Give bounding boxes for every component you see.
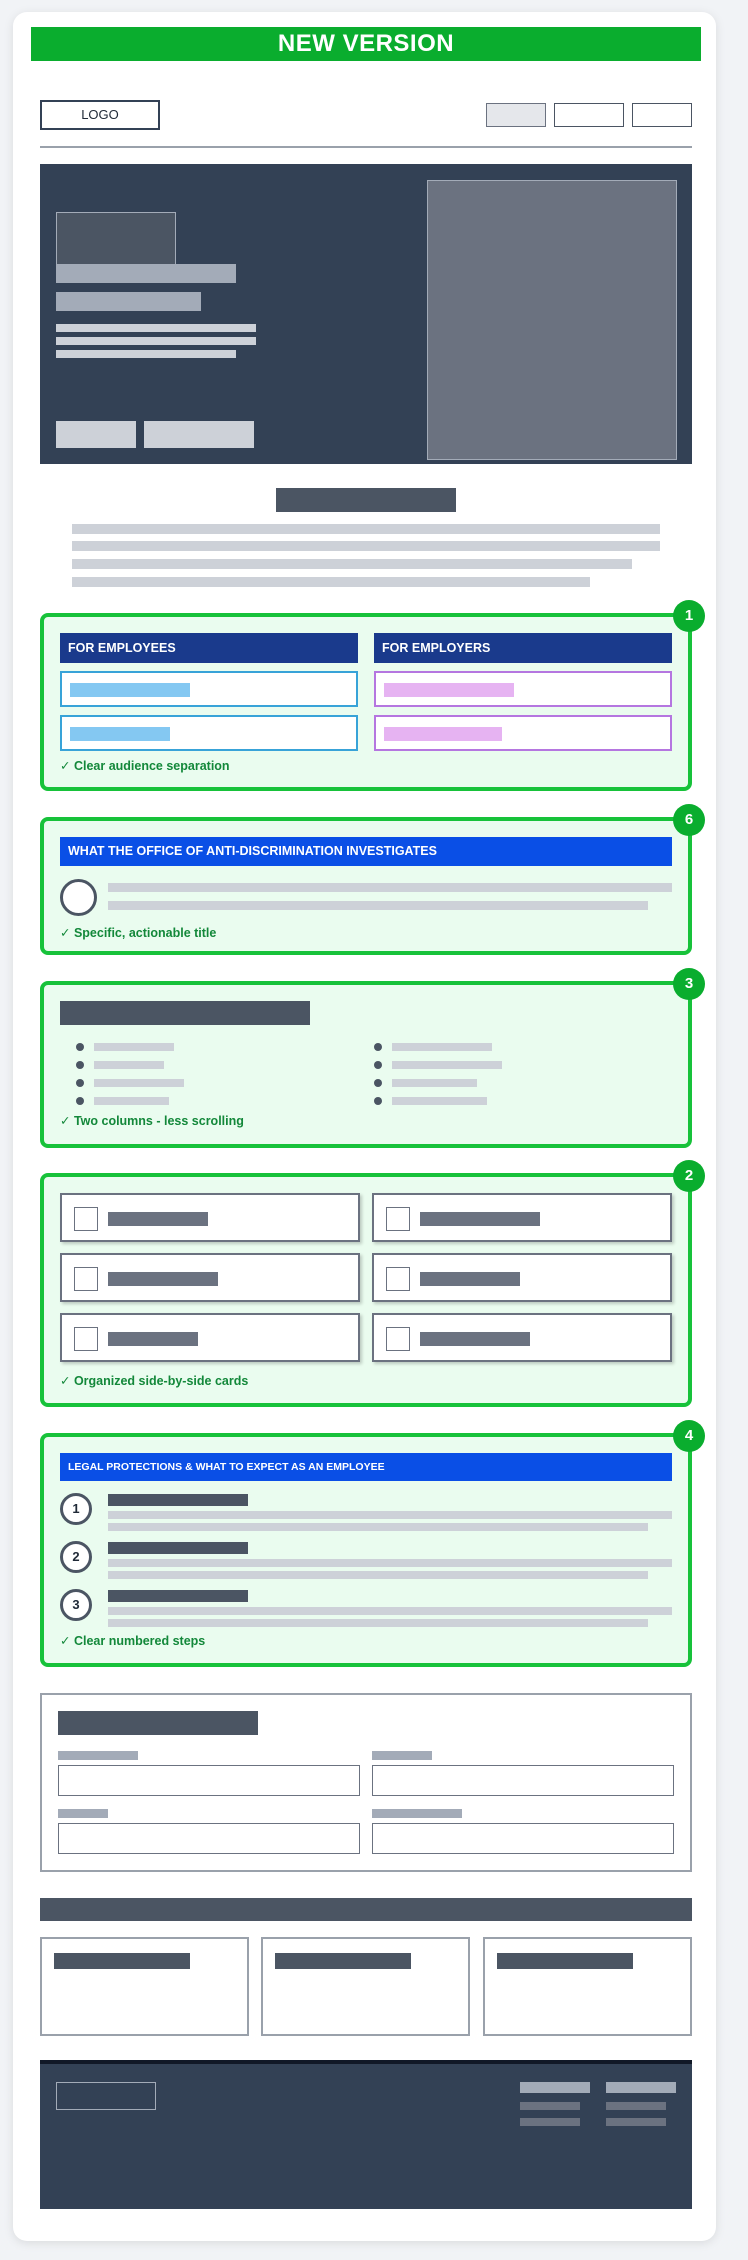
- two-column-section: [40, 981, 692, 1148]
- intro-text-line: [72, 559, 632, 569]
- form-input[interactable]: [58, 1823, 360, 1854]
- investigates-section: [40, 817, 692, 955]
- form-input[interactable]: [372, 1765, 674, 1796]
- field-label: [58, 1809, 108, 1818]
- step-text-line: [108, 1607, 672, 1615]
- checkbox-card[interactable]: [60, 1253, 360, 1302]
- two-column-note: ✓ Two columns - less scrolling: [60, 1114, 244, 1128]
- footer-link-heading: [520, 2082, 590, 2093]
- hero-cta-button-2[interactable]: [144, 421, 254, 448]
- logo[interactable]: LOGO: [40, 100, 160, 130]
- cards-note: ✓ Organized side-by-side cards: [60, 1374, 249, 1388]
- card-label: [420, 1212, 540, 1226]
- list-item: [94, 1043, 174, 1051]
- list-item: [94, 1061, 164, 1069]
- resource-card[interactable]: [483, 1937, 692, 2036]
- checkbox[interactable]: [74, 1207, 98, 1231]
- investigates-title: WHAT THE OFFICE OF ANTI-DISCRIMINATION INVESTIGATES: [60, 837, 672, 866]
- employers-link-label: [384, 727, 502, 741]
- checkbox-card[interactable]: [60, 1313, 360, 1362]
- step-text-line: [108, 1511, 672, 1519]
- step-text-line: [108, 1619, 648, 1627]
- info-circle-icon: [60, 879, 97, 916]
- hero-text-line: [56, 337, 256, 345]
- badge-6: 6: [673, 804, 705, 836]
- hero-media-placeholder: [427, 180, 677, 460]
- intro-text-line: [72, 541, 660, 551]
- hero-heading: [56, 264, 236, 283]
- step-number: 3: [60, 1589, 92, 1621]
- intro-text-line: [72, 577, 590, 587]
- footer: [40, 2060, 692, 2209]
- employees-link-2[interactable]: [60, 715, 358, 751]
- checkbox[interactable]: [386, 1267, 410, 1291]
- steps-note: ✓ Clear numbered steps: [60, 1634, 206, 1648]
- hero-section: [40, 164, 692, 464]
- resource-card-title: [497, 1953, 633, 1969]
- employers-link-1[interactable]: [374, 671, 672, 707]
- bullet: [76, 1097, 84, 1105]
- step-text-line: [108, 1571, 648, 1579]
- bullet: [76, 1079, 84, 1087]
- resource-card-title: [54, 1953, 190, 1969]
- list-item: [392, 1079, 477, 1087]
- employees-link-label: [70, 727, 170, 741]
- checkbox[interactable]: [74, 1327, 98, 1351]
- investigates-text-line: [108, 883, 672, 892]
- hero-text-line: [56, 324, 256, 332]
- employees-header[interactable]: FOR EMPLOYEES: [60, 633, 358, 663]
- employers-link-label: [384, 683, 514, 697]
- card-label: [108, 1212, 208, 1226]
- form-input[interactable]: [58, 1765, 360, 1796]
- form-input[interactable]: [372, 1823, 674, 1854]
- hero-text-line: [56, 350, 236, 358]
- resources-header-bar: [40, 1898, 692, 1921]
- step-title: [108, 1590, 248, 1602]
- list-item: [392, 1097, 487, 1105]
- list-item: [94, 1097, 169, 1105]
- version-banner: NEW VERSION: [31, 27, 701, 61]
- investigates-text-line: [108, 901, 648, 910]
- badge-1: 1: [673, 600, 705, 632]
- employers-link-2[interactable]: [374, 715, 672, 751]
- list-item: [392, 1043, 492, 1051]
- field-label: [372, 1751, 432, 1760]
- bullet: [76, 1043, 84, 1051]
- footer-link[interactable]: [606, 2102, 666, 2110]
- step-text-line: [108, 1523, 648, 1531]
- bullet: [374, 1061, 382, 1069]
- badge-2: 2: [673, 1160, 705, 1192]
- audience-section: [40, 613, 692, 791]
- employees-link-1[interactable]: [60, 671, 358, 707]
- steps-title: LEGAL PROTECTIONS & WHAT TO EXPECT AS AN EMPLOYEE: [60, 1453, 672, 1481]
- investigates-note: ✓ Specific, actionable title: [60, 926, 217, 940]
- footer-link[interactable]: [606, 2118, 666, 2126]
- hero-cta-button-1[interactable]: [56, 421, 136, 448]
- footer-link[interactable]: [520, 2102, 580, 2110]
- nav-button-2[interactable]: [554, 103, 624, 127]
- form-title: [58, 1711, 258, 1735]
- card-label: [108, 1332, 198, 1346]
- checkbox-card[interactable]: [372, 1253, 672, 1302]
- step-title: [108, 1494, 248, 1506]
- intro-title: [276, 488, 456, 512]
- header-divider: [40, 146, 692, 148]
- cards-section: [40, 1173, 692, 1407]
- audience-note: ✓ Clear audience separation: [60, 759, 230, 773]
- bullet: [76, 1061, 84, 1069]
- checkbox-card[interactable]: [372, 1313, 672, 1362]
- employers-header[interactable]: FOR EMPLOYERS: [374, 633, 672, 663]
- list-item: [392, 1061, 502, 1069]
- step-text-line: [108, 1559, 672, 1567]
- badge-4: 4: [673, 1420, 705, 1452]
- step-number: 2: [60, 1541, 92, 1573]
- checkbox[interactable]: [386, 1327, 410, 1351]
- hero-image-placeholder: [56, 212, 176, 266]
- checkbox[interactable]: [386, 1207, 410, 1231]
- checkbox[interactable]: [74, 1267, 98, 1291]
- bullet: [374, 1097, 382, 1105]
- list-item: [94, 1079, 184, 1087]
- bullet: [374, 1043, 382, 1051]
- card-label: [420, 1272, 520, 1286]
- checkbox-card[interactable]: [60, 1193, 360, 1242]
- badge-3: 3: [673, 968, 705, 1000]
- hero-subheading: [56, 292, 201, 311]
- employees-link-label: [70, 683, 190, 697]
- step-number: 1: [60, 1493, 92, 1525]
- step-title: [108, 1542, 248, 1554]
- resource-card[interactable]: [261, 1937, 470, 2036]
- nav-button-1[interactable]: [486, 103, 546, 127]
- steps-section: [40, 1433, 692, 1667]
- two-column-title: [60, 1001, 310, 1025]
- footer-link-heading: [606, 2082, 676, 2093]
- checkbox-card[interactable]: [372, 1193, 672, 1242]
- footer-logo[interactable]: [56, 2082, 156, 2110]
- field-label: [372, 1809, 462, 1818]
- card-label: [420, 1332, 530, 1346]
- card-label: [108, 1272, 218, 1286]
- bullet: [374, 1079, 382, 1087]
- intro-text-line: [72, 524, 660, 534]
- resource-card-title: [275, 1953, 411, 1969]
- contact-form: [40, 1693, 692, 1872]
- nav-button-3[interactable]: [632, 103, 692, 127]
- footer-link[interactable]: [520, 2118, 580, 2126]
- resource-card[interactable]: [40, 1937, 249, 2036]
- field-label: [58, 1751, 138, 1760]
